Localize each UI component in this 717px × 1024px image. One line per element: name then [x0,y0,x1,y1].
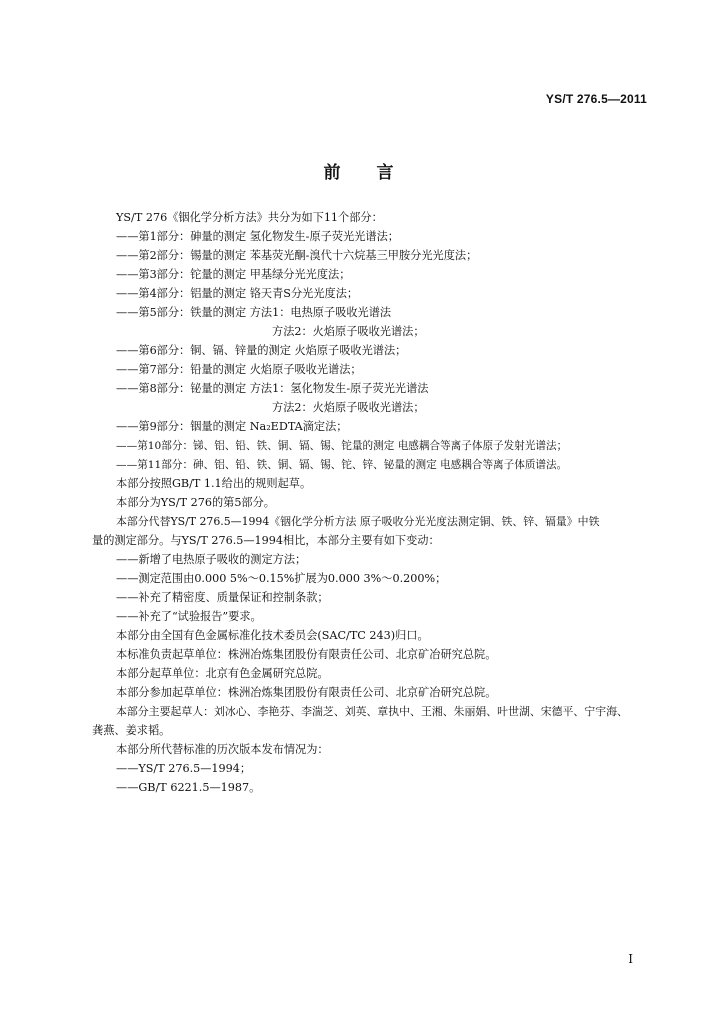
text-line: ——第10部分：锑、铝、铅、铁、铜、镉、锡、铊量的测定 电感耦合等离子体原子发射光谱法； [116,440,568,452]
text-line: ——补充了“试验报告”要求。 [116,610,262,623]
text-line: ——新增了电热原子吸收的测定方法； [116,553,307,566]
text-line: ——第9部分：铟量的测定 Na₂EDTA滴定法； [116,420,348,433]
page-title: 前言 [323,163,430,183]
text-line: ——第6部分：铜、镉、锌量的测定 火焰原子吸收光谱法； [116,344,407,357]
text-line: ——第7部分：铅量的测定 火焰原子吸收光谱法； [116,363,362,376]
text-line: 本部分按照GB/T 1.1给出的规则起草。 [116,477,312,490]
standard-number: YS/T 276.5—2011 [545,92,647,106]
text-line: ——第2部分：锡量的测定 苯基荧光酮-溴代十六烷基三甲胺分光光度法； [116,249,478,262]
text-line: ——第8部分：铋量的测定 方法1：氢化物发生-原子荧光光谱法 [116,382,429,395]
text-line: 龚燕、姜求韬。 [92,724,171,737]
text-line: 本部分为YS/T 276的第5部分。 [116,496,275,509]
text-line: 方法2：火焰原子吸收光谱法； [272,325,425,338]
text-line: ——第1部分：砷量的测定 氢化物发生-原子荧光光谱法； [116,230,399,243]
text-line: ——第4部分：铝量的测定 铬天青S分光光度法； [116,287,359,300]
text-line: YS/T 276《铟化学分析方法》共分为如下11个部分： [116,211,383,224]
text-line: 本部分所代替标准的历次版本发布情况为： [116,743,329,756]
text-line: 本部分由全国有色金属标准化技术委员会(SAC/TC 243)归口。 [116,629,429,642]
text-line: 量的测定部分。与YS/T 276.5—1994相比，本部分主要有如下变动： [92,534,440,547]
text-line: ——第11部分：砷、铝、铅、铁、铜、镉、锡、铊、锌、铋量的测定 电感耦合等离子体质谱法。 [116,459,568,471]
page-number: I [628,952,633,966]
text-line: ——第5部分：铁量的测定 方法1：电热原子吸收光谱法 [116,306,392,319]
text-line: ——测定范围由0.000 5%～0.15%扩展为0.000 3%～0.200%； [116,572,447,585]
text-line: 本部分起草单位：北京有色金属研究总院。 [116,667,329,680]
text-line: 本部分代替YS/T 276.5—1994《铟化学分析方法 原子吸收分光光度法测定铜、铁、锌、镉量》中铁 [116,515,600,528]
text-line: 本部分主要起草人：刘冰心、李艳芬、李湍芝、刘英、章执中、王湘、朱丽娟、叶世湖、宋德平、宁宇海、 [116,705,628,718]
text-line: 方法2：火焰原子吸收光谱法； [272,401,425,414]
text-line: ——GB/T 6221.5—1987。 [116,781,261,794]
text-line: ——YS/T 276.5—1994； [116,762,252,775]
text-line: ——第3部分：铊量的测定 甲基绿分光光度法； [116,268,351,281]
text-line: 本标准负责起草单位：株洲冶炼集团股份有限责任公司、北京矿冶研究总院。 [116,648,497,661]
text-line: 本部分参加起草单位：株洲冶炼集团股份有限责任公司、北京矿冶研究总院。 [116,686,497,699]
text-line: ——补充了精密度、质量保证和控制条款； [116,591,329,604]
